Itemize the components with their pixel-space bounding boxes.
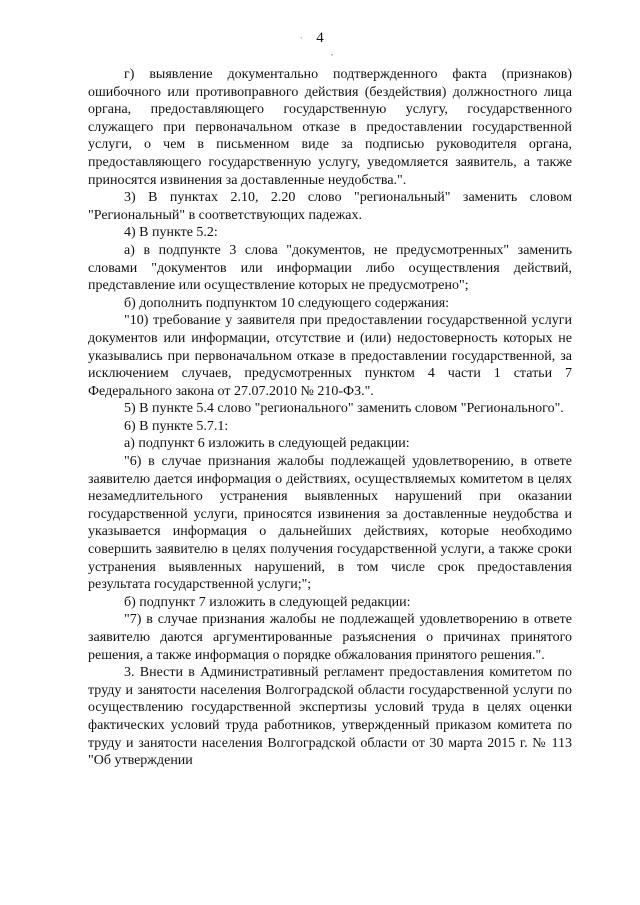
paragraph-point-6-a: а) подпункт 6 изложить в следующей редакции: <box>124 436 410 452</box>
paragraph-point-5: 5) В пункте 5.4 слово "регионального" заменить словом "Регионального". <box>124 401 564 417</box>
paragraph-point-4: 4) В пункте 5.2: <box>124 225 218 241</box>
paragraph-point-6: 6) В пункте 5.7.1: <box>124 418 229 434</box>
paragraph-point-6-b: б) подпункт 7 изложить в следующей редакции: <box>124 594 411 610</box>
paragraph-item-g-continuation: г) выявление документально подтвержденного факта (признаков) ошибочного или противоправного действия (бездействия) должностного лица органа, предоставляющего государственную услугу, государственного служащего при первоначальном отказе в предоставлении государственной услуги, о чем в письменном виде за подписью руководителя органа, предоставляющего государственную услугу, уведомляется заявитель, а также приносятся извинения за доставленные неудобства.". <box>88 67 572 188</box>
page-number: 4 <box>316 30 324 46</box>
scan-artifact: ` <box>300 36 303 45</box>
paragraph-section-3: 3. Внести в Административный регламент предоставления комитетом по труду и занятости населения Волгоградской области государственной услуги по осуществлению государственной экспертизы условий труда в целях оценки фактических условий труда работников, утвержденный приказом комитета по труду и занятости населения Волгоградской области от 30 марта 2015 г. № 113 "Об утверждении <box>88 665 572 769</box>
scan-artifact: , <box>331 48 333 57</box>
document-body <box>88 66 572 770</box>
paragraph-point-4-a: а) в подпункте 3 слова "документов, не предусмотренных" заменить словами "документов или информации либо осуществления действий, представление или осуществление которых не предусмотрено"; <box>88 242 572 294</box>
paragraph-point-3: 3) В пунктах 2.10, 2.20 слово "региональный" заменить словом "Региональный" в соответствующих падежах. <box>88 190 572 223</box>
paragraph-subpoint-10: "10) требование у заявителя при предоставлении государственной услуги документов или информации, отсутствие и (или) недостоверность которых не указывались при первоначальном отказе в предоставлении государственной, за исключением случаев, предусмотренных пунктом 4 части 1 статьи 7 Федерального закона от 27.07.2010 № 210-ФЗ.". <box>88 313 572 399</box>
paragraph-point-4-b: б) дополнить подпунктом 10 следующего содержания: <box>124 295 450 311</box>
paragraph-subpoint-7: "7) в случае признания жалобы не подлежащей удовлетворению в ответе заявителю даются аргументированные разъяснения о причинах принятого решения, а также информация о порядке обжалования принятого решения.". <box>88 612 572 663</box>
paragraph-subpoint-6: "6) в случае признания жалобы подлежащей удовлетворению, в ответе заявителю дается информация о действиях, осуществляемых комитетом в целях незамедлительного устранения выявленных нарушений при оказании государственной услуги, приносятся извинения за доставленные неудобства и указывается информация о дальнейших действиях, которые необходимо совершить заявителю в целях получения государственной услуги, а также сроки устранения выявленных нарушений, в том числе срок предоставления результата государственной услуги;"; <box>88 454 572 593</box>
